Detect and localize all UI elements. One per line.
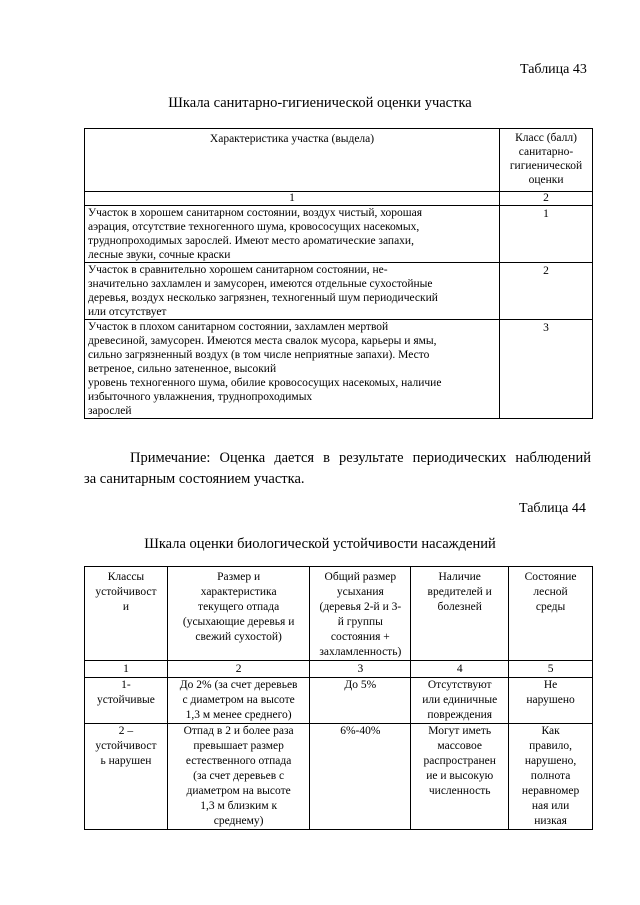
header-line: среды <box>535 601 566 613</box>
column-number: 2 <box>500 192 593 206</box>
column-number-row <box>85 661 593 678</box>
cell-line: 6%-40% <box>340 725 381 737</box>
table-43-caption: Таблица 43 <box>520 62 587 77</box>
header-line: Размер и <box>217 571 261 583</box>
table-row <box>85 320 593 419</box>
row-class: 2 <box>500 263 593 320</box>
text-line: зарослей <box>88 405 132 417</box>
header-line: Общий размер <box>324 571 397 583</box>
cell-line: правило, <box>529 740 573 752</box>
column-number: 1 <box>85 192 500 206</box>
text-line: деревья, воздух несколько загрязнен, техногенный шум периодический <box>88 292 438 304</box>
table-cell <box>310 724 411 830</box>
cell-line: устойчивые <box>97 694 155 706</box>
table-cell <box>411 724 509 830</box>
cell-line: нарушено <box>526 694 575 706</box>
text-line: древесиной, замусорен. Имеются места свалок мусора, карьеры и ямы, <box>88 335 437 347</box>
note-line-1: Примечание: Оценка дается в результате периодических наблюдений <box>130 450 591 466</box>
header-class-line: оценки <box>528 174 564 186</box>
bio-stability-table <box>84 566 593 830</box>
header-line: й группы <box>337 616 383 628</box>
cell-line: нарушено, <box>524 755 577 767</box>
header-line: Состояние <box>524 571 577 583</box>
text-line: Участок в плохом санитарном состоянии, захламлен мертвой <box>88 321 389 333</box>
cell-line: полнота <box>530 770 571 782</box>
header-line: (усыхающие деревья и <box>182 616 295 628</box>
cell-line: или единичные <box>422 694 498 706</box>
table-cell <box>167 724 310 830</box>
cell-line: распространен <box>423 755 496 767</box>
column-number: 5 <box>509 661 593 678</box>
cell-line: устойчивост <box>95 740 157 752</box>
table-cell <box>167 678 310 724</box>
text-line: сильно загрязненный воздух (в том числе неприятные запахи). Место <box>88 349 430 361</box>
cell-line: (за счет деревьев с <box>193 770 285 782</box>
table-44-caption: Таблица 44 <box>519 501 586 516</box>
text-line: лесные звуки, сочные краски <box>88 249 231 261</box>
header-class-line: Класс (балл) <box>515 132 577 144</box>
cell-line: 1,3 м близким к <box>200 800 278 812</box>
header-dieback-size <box>167 567 310 661</box>
table-cell <box>509 678 593 724</box>
cell-line: До 2% (за счет деревьев <box>179 679 298 691</box>
cell-line: ие и высокую <box>426 770 494 782</box>
table-row <box>85 206 593 263</box>
text-line: избыточного увлажнения, труднопроходимых <box>88 391 313 403</box>
header-line: и <box>122 601 130 613</box>
row-class: 3 <box>500 320 593 419</box>
table-row <box>85 724 593 830</box>
table-cell <box>509 724 593 830</box>
table-header-row <box>85 567 593 661</box>
cell-line: низкая <box>534 815 567 827</box>
row-description <box>85 320 500 419</box>
header-line: захламленность) <box>319 646 402 658</box>
table-cell <box>310 678 411 724</box>
column-number: 2 <box>167 661 310 678</box>
column-number: 3 <box>310 661 411 678</box>
header-line: лесной <box>533 586 568 598</box>
table-cell <box>411 678 509 724</box>
header-stability-classes <box>85 567 168 661</box>
header-line: Классы <box>107 571 145 583</box>
text-line: Участок в сравнительно хорошем санитарном состоянии, не- <box>88 264 388 276</box>
header-line: болезней <box>437 601 482 613</box>
cell-line: Как <box>541 725 560 737</box>
header-forest-environment <box>509 567 593 661</box>
cell-line: повреждения <box>427 709 493 721</box>
row-class: 1 <box>500 206 593 263</box>
column-number-row <box>85 192 593 206</box>
header-line: свежий сухостой) <box>195 631 282 643</box>
header-line: усыхания <box>336 586 384 598</box>
text-line: ветреное, сильно затененное, высокий <box>88 363 277 375</box>
cell-line: неравномер <box>521 785 580 797</box>
table-cell <box>85 678 168 724</box>
text-line: аэрация, отсутствие техногенного шума, кровососущих насекомых, <box>88 221 420 233</box>
table-header-row <box>85 129 593 192</box>
column-number: 4 <box>411 661 509 678</box>
header-line: характеристика <box>200 586 277 598</box>
cell-line: До 5% <box>344 679 377 691</box>
cell-line: 1- <box>121 679 131 691</box>
header-characteristic: Характеристика участка (выдела) <box>85 129 500 192</box>
table-row <box>85 263 593 320</box>
cell-line: численность <box>428 785 491 797</box>
cell-line: 2 – <box>118 725 134 737</box>
table-43-title: Шкала санитарно-гигиенической оценки участка <box>168 95 472 111</box>
table-row <box>85 678 593 724</box>
header-total-drying <box>310 567 411 661</box>
header-line: текущего отпада <box>198 601 280 613</box>
cell-line: естественного отпада <box>185 755 292 767</box>
header-line: (деревья 2-й и 3- <box>319 601 402 613</box>
cell-line: Не <box>543 679 558 691</box>
text-line: значительно захламлен и замусорен, имеются отдельные сухостойные <box>88 278 433 290</box>
header-pests-diseases <box>411 567 509 661</box>
header-line: состояния + <box>330 631 390 643</box>
column-number: 1 <box>85 661 168 678</box>
row-description <box>85 206 500 263</box>
table-cell <box>85 724 168 830</box>
text-line: труднопроходимых зарослей. Имеют место ароматические запахи, <box>88 235 414 247</box>
table-44-title: Шкала оценки биологической устойчивости насаждений <box>144 536 496 552</box>
text-line: Участок в хорошем санитарном состоянии, воздух чистый, хорошая <box>88 207 423 219</box>
header-class <box>500 129 593 192</box>
cell-line: Отпад в 2 и более раза <box>183 725 294 737</box>
cell-line: с диаметром на высоте <box>182 694 295 706</box>
cell-line: среднему) <box>213 815 264 827</box>
cell-line: ная или <box>531 800 570 812</box>
text-line: уровень техногенного шума, обилие кровососущих насекомых, наличие <box>88 377 442 389</box>
cell-line: массовое <box>437 740 482 752</box>
header-line: вредителей и <box>427 586 492 598</box>
header-line: устойчивост <box>95 586 157 598</box>
cell-line: ь нарушен <box>100 755 152 767</box>
header-class-line: санитарно- <box>518 146 574 158</box>
note-line-2: за санитарным состоянием участка. <box>84 471 305 487</box>
cell-line: Могут иметь <box>428 725 492 737</box>
cell-line: диаметром на высоте <box>186 785 291 797</box>
cell-line: превышает размер <box>193 740 284 752</box>
header-line: Наличие <box>438 571 481 583</box>
cell-line: 1,3 м менее среднего) <box>185 709 292 721</box>
header-class-line: гигиенической <box>509 160 583 172</box>
sanitary-hygienic-table <box>84 128 593 419</box>
cell-line: Отсутствуют <box>427 679 492 691</box>
row-description <box>85 263 500 320</box>
text-line: или отсутствует <box>88 306 167 318</box>
